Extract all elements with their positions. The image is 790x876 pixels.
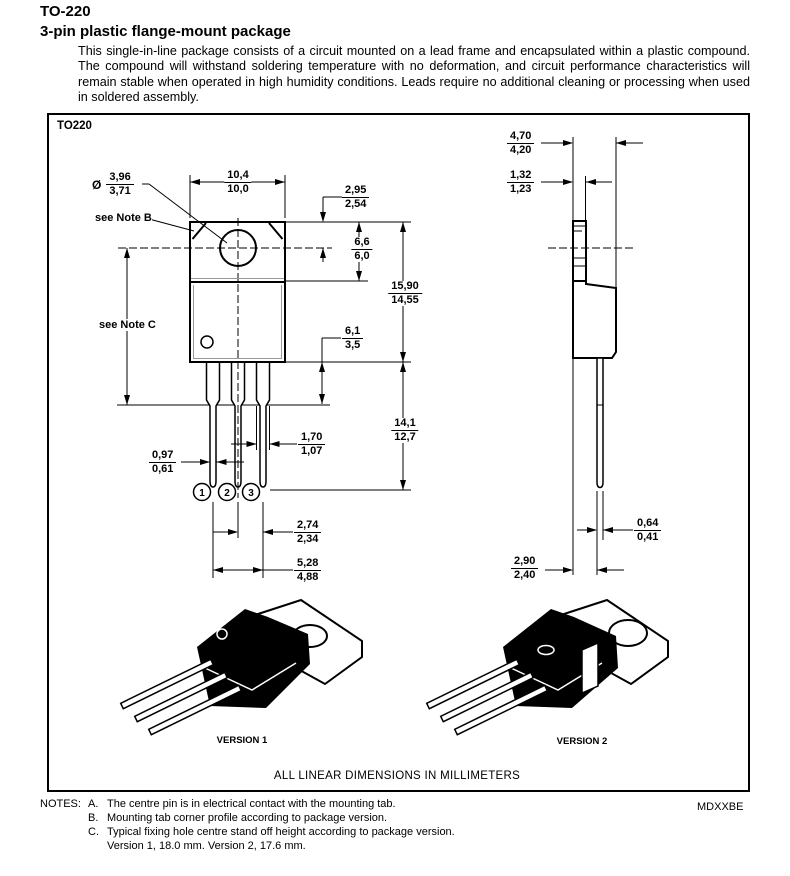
dim-lead-span: 5,28 4,88: [294, 558, 321, 583]
dim-lead-pitch: 2,74 2,34: [294, 520, 321, 545]
note-b-id: B.: [88, 812, 99, 824]
page-title: TO-220: [40, 3, 91, 20]
note-c-id: C.: [88, 826, 99, 838]
dim-lead-width-wide: 1,70 1,07: [298, 432, 325, 457]
dim-hole-diameter: Ø 3,96 3,71: [92, 172, 134, 197]
dim-lead-thickness: 0,64 0,41: [634, 518, 661, 543]
version-2-label: VERSION 2: [556, 736, 608, 747]
pin-1-label: 1: [199, 488, 205, 499]
page-subtitle: 3-pin plastic flange-mount package: [40, 23, 291, 40]
side-view: [541, 137, 643, 575]
document-code: MDXXBE: [697, 801, 744, 813]
note-c-text-2: Version 1, 18.0 mm. Version 2, 17.6 mm.: [107, 840, 306, 852]
note-c-text: Typical fixing hole centre stand off height according to package version.: [107, 826, 455, 838]
note-a-text: The centre pin is in electrical contact with the mounting tab.: [107, 798, 396, 810]
dim-tab-thickness: 1,32 1,23: [507, 170, 534, 195]
dim-lead-width-narrow: 0,97 0,61: [149, 450, 176, 475]
dim-hole-center-from-top: 2,95 2,54: [342, 185, 369, 210]
pin-2-label: 2: [224, 488, 230, 499]
dim-shoulder-height: 6,1 3,5: [342, 326, 363, 351]
dimensions-units-note: ALL LINEAR DIMENSIONS IN MILLIMETERS: [273, 770, 521, 782]
note-b-reference: see Note B: [95, 212, 152, 224]
dim-lead-standoff: 2,90 2,40: [511, 556, 538, 581]
version-1-label: VERSION 1: [216, 735, 268, 746]
package-description: This single-in-line package consists of a circuit mounted on a lead frame and encapsulated within a plastic compound. The compound will withstand soldering temperature with no deformation, and circuit performance characteristics will remain stable when operated in high humidity conditions. Leads require no additional cleaning or processing when used in soldered assembly.: [78, 44, 750, 104]
isometric-version-1: [121, 600, 362, 735]
drawing-box-label: TO220: [57, 120, 92, 132]
note-b-text: Mounting tab corner profile according to package version.: [107, 812, 388, 824]
isometric-version-2: [427, 600, 668, 735]
dim-tab-height: 6,6 6,0: [351, 237, 372, 262]
note-a-id: A.: [88, 798, 99, 810]
dim-body-height: 15,90 14,55: [388, 281, 422, 306]
diameter-icon: Ø: [92, 177, 102, 192]
dim-lead-length: 14,1 12,7: [391, 418, 418, 443]
notes-label: NOTES:: [40, 798, 81, 810]
note-c-reference: see Note C: [99, 319, 156, 331]
dim-body-width: 10,4 10,0: [224, 170, 251, 195]
pin-3-label: 3: [248, 488, 254, 499]
dim-body-thickness: 4,70 4,20: [507, 131, 534, 156]
